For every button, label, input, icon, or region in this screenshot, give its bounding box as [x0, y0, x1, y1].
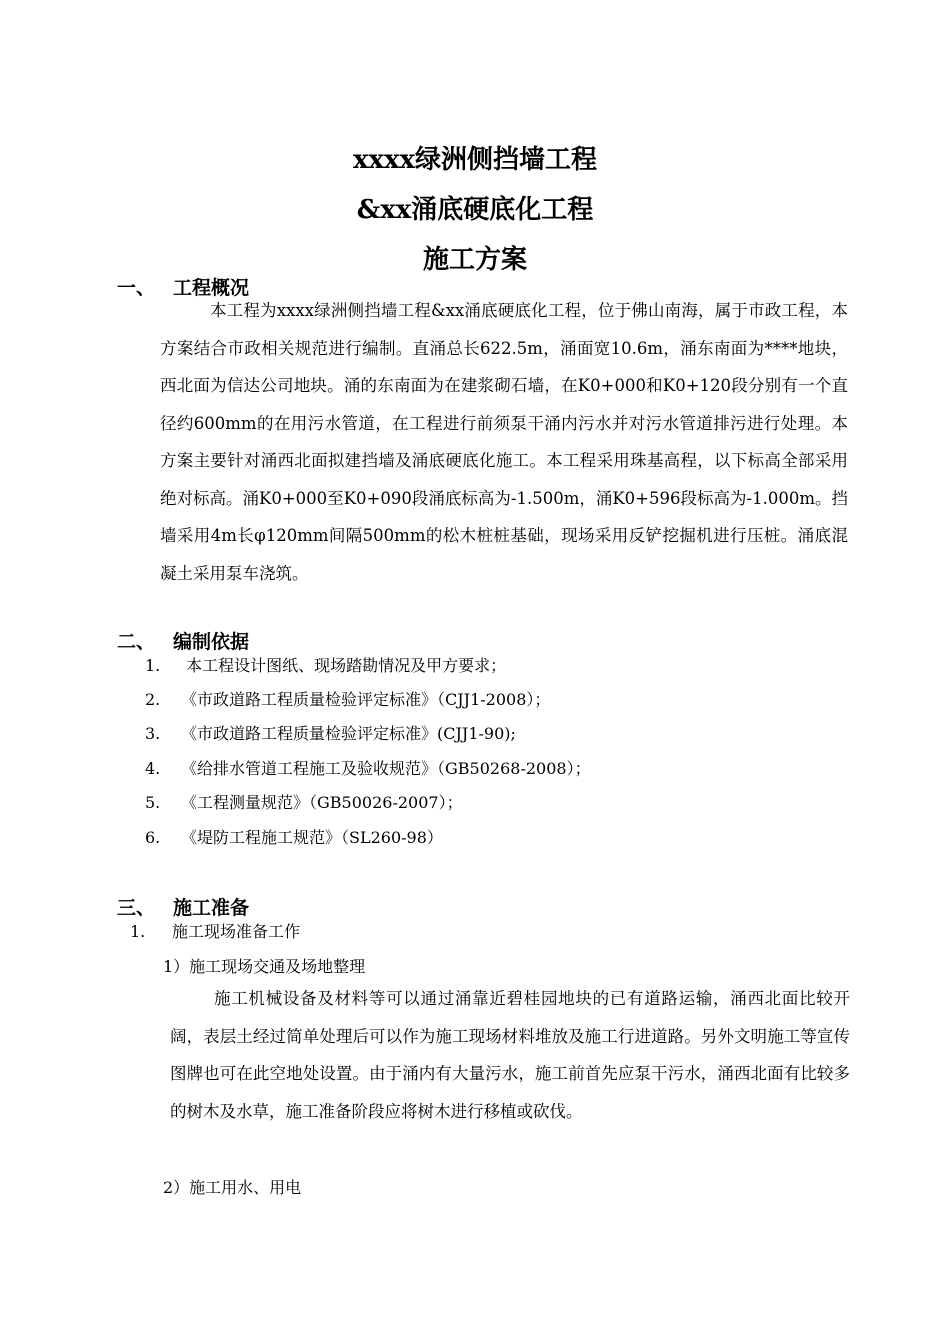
reference-item-1 [145, 655, 506, 677]
reference-item-5 [145, 792, 463, 814]
item-text: 本工程设计图纸、现场踏勘情况及甲方要求； [181, 656, 507, 675]
reference-item-2 [145, 689, 550, 711]
item-number: 4. [145, 759, 161, 778]
section-number: 一、 [117, 277, 156, 299]
item-number: 1. [145, 656, 161, 675]
item-text: 施工现场准备工作 [172, 922, 301, 941]
section-3-paragraph: 施工机械设备及材料等可以通过涌靠近碧桂园地块的已有道路运输，涌西北面比较开阔，表层土经过简单处理后可以作为施工现场材料堆放及施工行进道路。另外文明施工等宣传图牌也可在此空地处设置。由于涌内有大量污水，施工前首先应泵干污水，涌西北面有比较多的树木及水草，施工准备阶段应将树木进行移植或砍伐。 [170, 989, 850, 1121]
section-title: 编制依据 [173, 631, 250, 653]
item-text: 《市政道路工程质量检验评定标准》(CJJ1-90); [181, 724, 516, 743]
document-title-line-2: &xx涌底硬底化工程 [356, 195, 594, 225]
section-number: 三、 [117, 897, 156, 919]
item-number: 3. [145, 724, 161, 743]
section-3-heading [117, 896, 249, 920]
subsection-1-1: 1）施工现场交通及场地整理 [163, 957, 366, 976]
item-number: 1. [130, 922, 146, 941]
reference-item-3 [145, 723, 516, 745]
section-1-paragraph: 本工程为xxxx绿洲侧挡墙工程&xx涌底硬底化工程，位于佛山南海，属于市政工程，本方案结合市政相关规范进行编制。直涌总长622.5m，涌面宽10.6m，涌东南面为****地块，西北面为信达公司地块。涌的东南面为在建浆砌石墙，在K0+000和K0+120段分别有一个直径约600mm的在用污水管道，在工程进行前须泵干涌内污水并对污水管道排污进行处理。本方案主要针对涌西北面拟建挡墙及涌底硬底化施工。本工程采用珠基高程，以下标高全部采用绝对标高。涌K0+000至K0+090段涌底标高为-1.500m，涌K0+596段标高为-1.000m。挡墙采用4m长φ120mm间隔500mm的松木桩桩基础，现场采用反铲挖掘机进行压桩。涌底混凝土采用泵车浇筑。 [160, 301, 848, 583]
item-number: 5. [145, 793, 161, 812]
item-text: 《堤防工程施工规范》（SL260-98） [181, 828, 443, 847]
item-text: 《工程测量规范》（GB50026-2007）； [181, 793, 463, 812]
reference-item-4 [145, 758, 591, 780]
section-number: 二、 [117, 631, 156, 653]
section-title: 施工准备 [173, 897, 250, 919]
item-text: 《给排水管道工程施工及验收规范》（GB50268-2008）； [181, 759, 591, 778]
item-number: 6. [145, 828, 161, 847]
item-number: 2. [145, 690, 161, 709]
subsection-1-2: 2）施工用水、用电 [163, 1178, 302, 1197]
item-text: 《市政道路工程质量检验评定标准》（CJJ1-2008）； [181, 690, 551, 709]
section-title: 工程概况 [173, 277, 250, 299]
document-title-line-1: xxxx绿洲侧挡墙工程 [352, 145, 597, 175]
document-title-line-3: 施工方案 [422, 245, 527, 275]
subsection-1 [130, 921, 300, 943]
reference-item-6 [145, 827, 443, 849]
section-2-heading [117, 630, 249, 654]
